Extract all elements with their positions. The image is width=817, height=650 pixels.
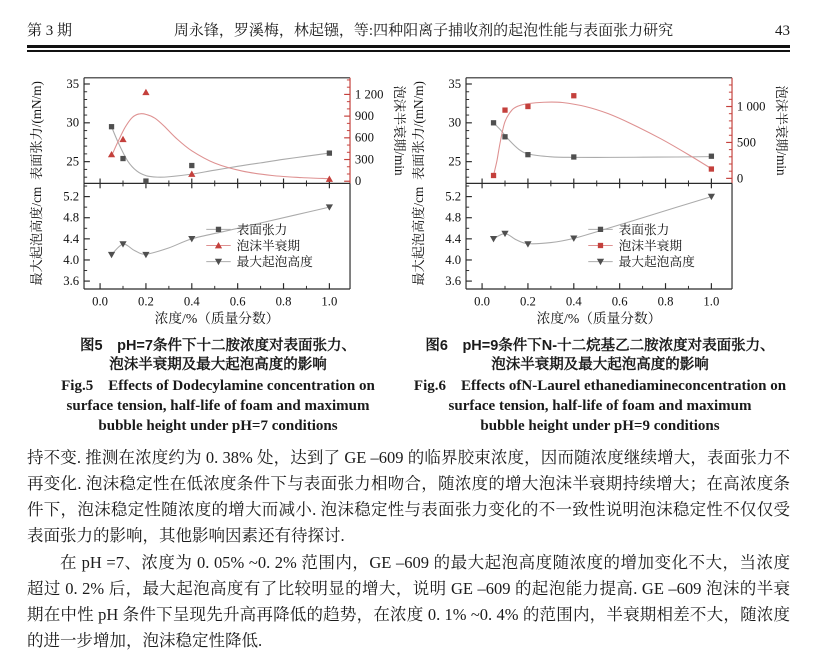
svg-text:0.6: 0.6	[611, 294, 628, 309]
fig6-chart	[409, 68, 791, 334]
svg-text:表面张力: 表面张力	[618, 222, 670, 237]
fig6-caption-cn-line: 图6 pH=9条件下N-十二烷基乙二胺浓度对表面张力、	[425, 337, 775, 354]
svg-text:表面张力/(mN/m): 表面张力/(mN/m)	[410, 81, 426, 180]
fig5-caption-cn-line: 泡沫半衰期及最大起泡高度的影响	[109, 357, 327, 374]
svg-text:0.4: 0.4	[183, 294, 200, 309]
svg-text:泡沫半衰期/min: 泡沫半衰期/min	[774, 85, 790, 176]
svg-text:0.6: 0.6	[229, 294, 246, 309]
svg-text:30: 30	[448, 115, 462, 130]
svg-text:浓度/%（质量分数）: 浓度/%（质量分数）	[536, 311, 662, 327]
svg-text:4.0: 4.0	[63, 252, 80, 267]
svg-text:4.0: 4.0	[445, 252, 462, 267]
journal-issue: 第 3 期	[27, 23, 73, 39]
svg-text:0: 0	[354, 174, 362, 189]
svg-text:0.8: 0.8	[657, 294, 674, 309]
fig6-caption-en-line: Fig.6 Effects ofN-Laurel ethanediamineconcentration on	[413, 377, 787, 394]
svg-text:表面张力: 表面张力	[236, 222, 288, 237]
body-text	[27, 445, 790, 650]
fig5-chart	[27, 68, 409, 334]
svg-text:4.4: 4.4	[445, 231, 462, 246]
svg-text:600: 600	[354, 130, 374, 145]
fig5-caption-en-line: bubble height under pH=7 conditions	[98, 417, 338, 434]
fig6-caption-en-line: surface tension, half-life of foam and maximum	[448, 397, 752, 414]
svg-text:500: 500	[736, 135, 756, 150]
svg-text:浓度/%（质量分数）: 浓度/%（质量分数）	[154, 311, 280, 327]
svg-text:900: 900	[354, 108, 374, 123]
svg-text:0.2: 0.2	[137, 294, 154, 309]
svg-text:1.0: 1.0	[703, 294, 720, 309]
svg-text:4.8: 4.8	[63, 210, 80, 225]
svg-text:1.0: 1.0	[321, 294, 338, 309]
svg-text:25: 25	[448, 154, 462, 169]
svg-text:5.2: 5.2	[445, 189, 462, 204]
svg-text:最大起泡高度: 最大起泡高度	[618, 254, 695, 269]
body-line: 持不变. 推测在浓度约为 0. 38% 处，达到了 GE –609 的临界胶束浓度，因而随浓度继续增大，表面张力不	[27, 447, 790, 467]
svg-text:泡沫半衰期: 泡沫半衰期	[618, 238, 683, 253]
fig6-caption-en-line: bubble height under pH=9 conditions	[480, 417, 720, 434]
svg-text:35: 35	[448, 76, 462, 91]
svg-text:0.8: 0.8	[275, 294, 292, 309]
svg-text:5.2: 5.2	[63, 189, 80, 204]
page-header	[27, 0, 790, 40]
svg-text:300: 300	[354, 152, 374, 167]
fig5-caption	[27, 337, 409, 436]
svg-text:25: 25	[66, 154, 80, 169]
page-number: 43	[775, 23, 790, 39]
header-rule-top	[27, 45, 790, 48]
svg-text:表面张力/(mN/m): 表面张力/(mN/m)	[28, 81, 44, 180]
body-line: 超过 0. 2% 后，最大起泡高度有了比较明显的增大，说明 GE –609 的起泡能力提高. GE –609 泡沫的半衰	[27, 578, 790, 598]
svg-text:0.0: 0.0	[474, 294, 491, 309]
svg-text:0: 0	[736, 171, 744, 186]
svg-text:3.6: 3.6	[63, 273, 80, 288]
svg-text:4.4: 4.4	[63, 231, 80, 246]
svg-text:35: 35	[66, 76, 80, 91]
svg-text:3.6: 3.6	[445, 273, 462, 288]
body-line: 期在中性 pH 条件下呈现先升高再降低的趋势，在浓度 0. 1% ~0. 4% 的范围内，半衰期相差不大，随浓度	[27, 605, 790, 625]
body-line: 表面张力的影响，其他影响因素还有待探讨.	[27, 526, 345, 546]
fig6-caption-cn-line: 泡沫半衰期及最大起泡高度的影响	[491, 357, 709, 374]
svg-text:最大起泡高度/cm: 最大起泡高度/cm	[410, 186, 426, 286]
figure-6	[409, 68, 791, 436]
body-line: 在 pH =7、浓度为 0. 05% ~0. 2% 范围内，GE –609 的最大起泡高度随浓度的增加变化不大，当浓度	[60, 552, 790, 572]
svg-text:0.0: 0.0	[92, 294, 109, 309]
body-line: 件下，泡沫稳定性随浓度的增大而减小. 泡沫稳定性与表面张力变化的不一致性说明泡沫稳定性不仅仅受	[27, 500, 790, 520]
running-title: 周永锋，罗溪梅，林起镪，等:四种阳离子捕收剂的起泡性能与表面张力研究	[173, 23, 674, 39]
header-rule-bottom	[27, 50, 790, 52]
body-line: 的进一步增加，泡沫稳定性降低.	[27, 631, 263, 650]
svg-text:30: 30	[66, 115, 80, 130]
fig5-caption-cn-line: 图5 pH=7条件下十二胺浓度对表面张力、	[80, 337, 356, 354]
fig5-caption-en-line: surface tension, half-life of foam and maximum	[66, 397, 370, 414]
svg-text:1 200: 1 200	[354, 87, 384, 102]
svg-text:泡沫半衰期: 泡沫半衰期	[236, 238, 301, 253]
svg-text:1 000: 1 000	[736, 99, 766, 114]
fig6-caption	[409, 337, 791, 436]
svg-text:泡沫半衰期/min: 泡沫半衰期/min	[392, 85, 408, 176]
svg-text:最大起泡高度/cm: 最大起泡高度/cm	[28, 186, 44, 286]
svg-text:4.8: 4.8	[445, 210, 462, 225]
svg-text:0.2: 0.2	[519, 294, 536, 309]
svg-text:最大起泡高度: 最大起泡高度	[236, 254, 313, 269]
body-line: 再变化. 泡沫稳定性在低浓度条件下与表面张力相吻合，随浓度的增大泡沫半衰期持续增大；在高浓度条	[27, 474, 790, 494]
figure-5	[27, 68, 409, 436]
figures-row	[27, 68, 790, 436]
fig5-caption-en-line: Fig.5 Effects of Dodecylamine concentration on	[61, 377, 375, 394]
svg-text:0.4: 0.4	[565, 294, 582, 309]
